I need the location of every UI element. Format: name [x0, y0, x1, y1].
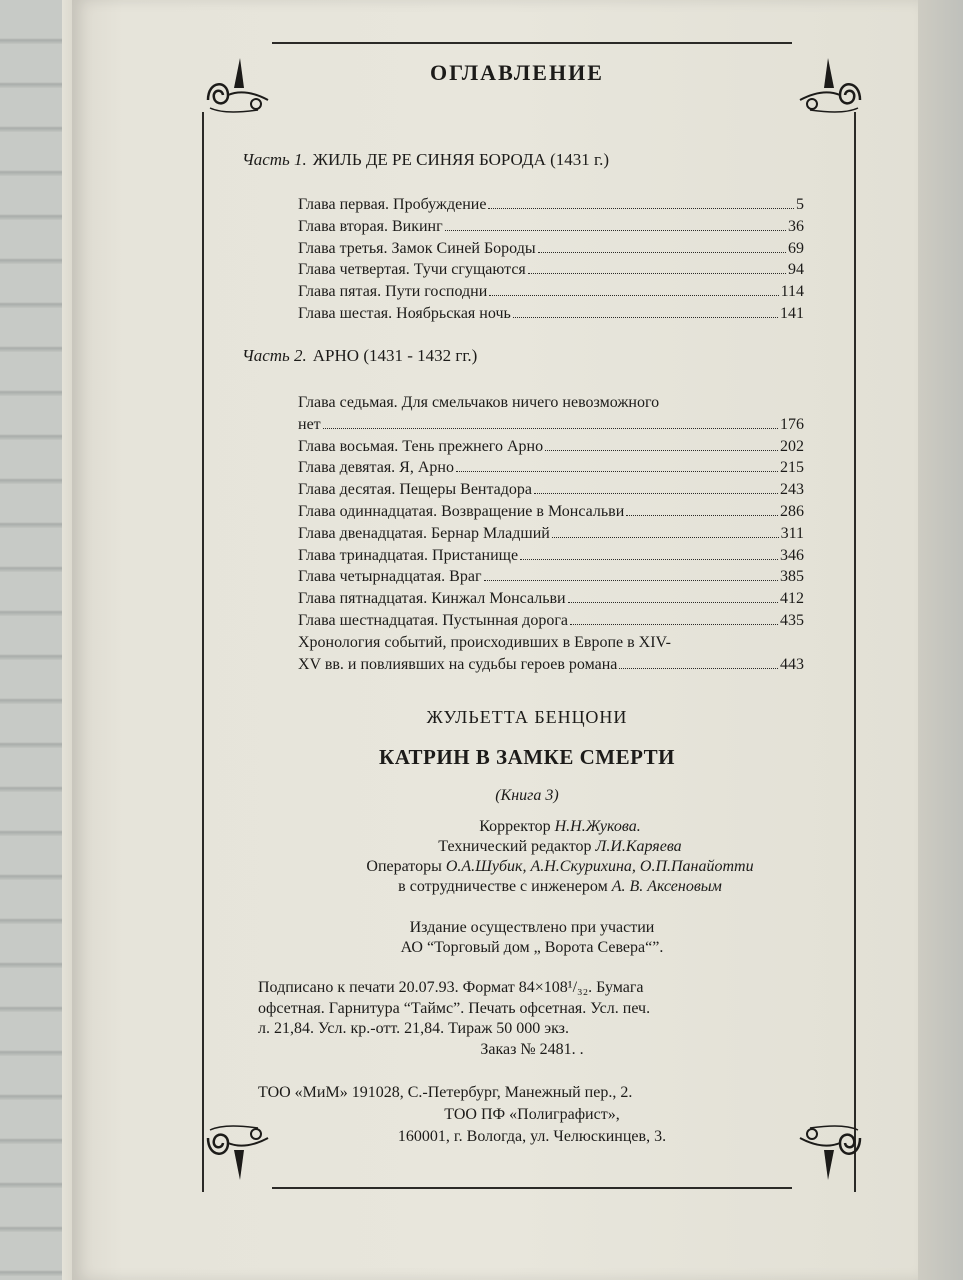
- addresses-block: [258, 1082, 806, 1148]
- book-number: (Книга 3): [495, 787, 559, 804]
- imprint-line: офсетная. Гарнитура “Таймс”. Печать офсетная. Усл. печ.: [258, 999, 651, 1017]
- chapter-title-continuation: нет: [298, 415, 321, 433]
- chapter-title: Глава восьмая. Тень прежнего Арно: [298, 437, 544, 455]
- publication-note: [262, 918, 802, 958]
- toc-entry: [298, 610, 804, 632]
- part-name: АРНО (1431 - 1432 гг.): [312, 346, 478, 365]
- toc-entry: [298, 479, 804, 501]
- chapter-title: Глава первая. Пробуждение: [298, 196, 487, 213]
- dot-leader: [513, 317, 778, 318]
- chapter-title: Глава седьмая. Для смельчаков ничего невозможного: [298, 394, 660, 411]
- flourish-icon-top-right: [790, 40, 870, 120]
- imprint-block: [258, 978, 806, 1060]
- part-label: Часть 1.: [242, 150, 307, 169]
- toc-entry: [298, 545, 804, 567]
- toc-entry: [298, 303, 804, 325]
- credits-block: [300, 817, 820, 897]
- credit-names: О.А.Шубик, А.Н.Скурихина, О.П.Панайотти: [445, 858, 754, 875]
- chapter-title: Глава девятая. Я, Арно: [298, 459, 454, 477]
- page-number: 141: [780, 304, 804, 322]
- credit-role: Технический редактор: [438, 838, 592, 855]
- credit-line: [300, 837, 820, 857]
- page-number: 385: [780, 568, 804, 586]
- part-heading-2: [242, 346, 477, 366]
- dot-leader: [538, 252, 786, 253]
- chapter-title: Глава четвертая. Тучи сгущаются: [298, 261, 526, 279]
- chapter-title: Глава одиннадцатая. Возвращение в Монсальви: [298, 502, 625, 520]
- background-right: [913, 0, 963, 1280]
- toc-entry: [298, 566, 804, 588]
- part-name: ЖИЛЬ ДЕ РЕ СИНЯЯ БОРОДА (1431 г.): [312, 150, 609, 169]
- chapter-title: Глава десятая. Пещеры Вентадора: [298, 481, 533, 499]
- chapter-title: Глава четырнадцатая. Враг: [298, 568, 482, 586]
- credit-line: [300, 857, 820, 877]
- credit-line: [300, 877, 820, 897]
- chapter-title-continuation: XV вв. и повлиявших на судьбы героев романа: [298, 655, 618, 673]
- toc-entry: [298, 259, 804, 281]
- page-number: 243: [780, 481, 804, 499]
- credit-role: в сотрудничестве с инженером: [398, 878, 608, 895]
- address-line: ТОО ПФ «Полиграфист»,: [444, 1106, 620, 1123]
- wooden-background: [0, 0, 70, 1280]
- frame-top-line: [272, 42, 792, 44]
- toc-entry: [298, 457, 804, 479]
- part-heading-1: [242, 150, 609, 170]
- dot-leader: [484, 580, 778, 581]
- dot-leader: [534, 493, 778, 494]
- toc-list-part-1: [298, 194, 804, 325]
- author-name: ЖУЛЬЕТТА БЕНЦОНИ: [426, 707, 628, 727]
- page-number: 69: [788, 239, 804, 257]
- toc-entry: [298, 588, 804, 610]
- toc-entry: [298, 414, 804, 436]
- toc-entry: [298, 436, 804, 458]
- dot-leader: [552, 537, 779, 538]
- address-line: ТОО «МиМ» 191028, С.-Петербург, Манежный пер., 2.: [258, 1084, 633, 1101]
- credit-role: Корректор: [479, 818, 551, 835]
- book-title: КАТРИН В ЗАМКЕ СМЕРТИ: [378, 745, 676, 769]
- toc-title: ОГЛАВЛЕНИЕ: [430, 60, 604, 85]
- publication-note-line: Издание осуществлено при участии: [409, 919, 655, 936]
- toc-entry: [298, 238, 804, 260]
- chapter-title: Хронология событий, происходивших в Европе в XIV-: [298, 633, 671, 651]
- publication-note-line: АО “Торговый дом „ Ворота Севера“”.: [400, 939, 664, 956]
- credit-role: Операторы: [366, 858, 442, 875]
- dot-leader: [528, 273, 786, 274]
- dot-leader: [323, 428, 778, 429]
- imprint-line: л. 21,84. Усл. кр.-отт. 21,84. Тираж 50 000 экз.: [258, 1020, 569, 1037]
- page-number: 202: [780, 437, 804, 455]
- chapter-title: Глава двенадцатая. Бернар Младший: [298, 524, 550, 542]
- part-label: Часть 2.: [242, 346, 307, 365]
- credit-names: Л.И.Каряева: [595, 838, 682, 855]
- page-number: 94: [788, 261, 804, 279]
- page-number: 176: [780, 415, 804, 433]
- page-number: 311: [780, 524, 804, 542]
- flourish-icon-top-left: [198, 40, 278, 120]
- chapter-title: Глава пятнадцатая. Кинжал Монсальви: [298, 590, 566, 608]
- page-number: 346: [780, 546, 804, 564]
- page-number: 36: [788, 217, 804, 235]
- dot-leader: [445, 230, 786, 231]
- dot-leader: [489, 295, 778, 296]
- credit-line: [300, 817, 820, 837]
- toc-entry: [298, 654, 804, 676]
- dot-leader: [570, 624, 778, 625]
- page-number: 412: [780, 590, 804, 608]
- page-number: 435: [780, 611, 804, 629]
- toc-entry: [298, 501, 804, 523]
- toc-list-part-2: [298, 392, 804, 675]
- chapter-title: Глава шестнадцатая. Пустынная дорога: [298, 611, 568, 629]
- frame-bottom-line: [272, 1187, 792, 1189]
- toc-entry: [298, 216, 804, 238]
- dot-leader: [520, 559, 778, 560]
- dot-leader: [545, 450, 778, 451]
- chapter-title: Глава третья. Замок Синей Бороды: [298, 239, 536, 257]
- credit-names: Н.Н.Жукова.: [554, 818, 641, 835]
- chapter-title: Глава шестая. Ноябрьская ночь: [298, 304, 511, 322]
- toc-entry: [298, 281, 804, 303]
- credit-names: А. В. Аксеновым: [611, 878, 722, 895]
- dot-leader: [568, 602, 778, 603]
- chapter-title: Глава пятая. Пути господни: [298, 283, 488, 301]
- dot-leader: [626, 515, 778, 516]
- page-number: 215: [780, 459, 804, 477]
- page-number: 286: [780, 502, 804, 520]
- dot-leader: [488, 208, 794, 209]
- toc-entry: [298, 194, 804, 216]
- address-line: 160001, г. Вологда, ул. Челюскинцев, 3.: [397, 1128, 667, 1145]
- page-number: 443: [780, 655, 804, 673]
- page-number: 5: [796, 196, 804, 213]
- page-number: 114: [780, 283, 804, 301]
- chapter-title: Глава тринадцатая. Пристанище: [298, 546, 519, 564]
- chapter-title: Глава вторая. Викинг: [298, 217, 443, 235]
- toc-entry: [298, 523, 804, 545]
- dot-leader: [619, 668, 778, 669]
- imprint-line: Заказ № 2481. .: [480, 1040, 584, 1058]
- imprint-line: Подписано к печати 20.07.93. Формат 84×108¹/₃₂. Бумага: [258, 979, 644, 996]
- dot-leader: [456, 471, 778, 472]
